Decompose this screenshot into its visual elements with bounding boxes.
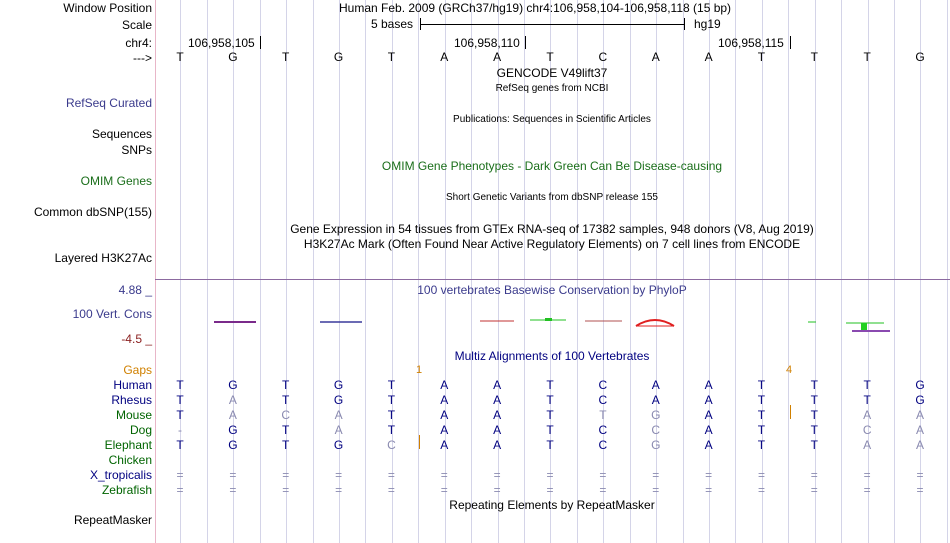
chr-tick-mark-2	[525, 36, 526, 49]
alignment-base: =	[493, 483, 501, 497]
alignment-base: A	[863, 408, 872, 422]
repeat-track-title[interactable]: Repeating Elements by RepeatMasker	[449, 498, 655, 512]
grid-line	[815, 0, 816, 543]
alignment-base: G	[333, 438, 344, 452]
alignment-base: C	[598, 393, 608, 407]
alignment-base: T	[176, 408, 184, 422]
alignment-base: T	[282, 378, 290, 392]
strand-label: --->	[133, 51, 152, 65]
alignment-base: C	[598, 438, 608, 452]
conservation-plot	[0, 310, 950, 340]
grid-line	[339, 0, 340, 543]
alignment-base: T	[282, 393, 290, 407]
alignment-base: =	[176, 468, 184, 482]
alignment-base: C	[598, 423, 608, 437]
species-label[interactable]: X_tropicalis	[89, 468, 152, 482]
alignment-base: T	[176, 393, 184, 407]
alignment-base: T	[176, 438, 184, 452]
alignment-base: T	[810, 423, 818, 437]
alignment-base: C	[651, 423, 661, 437]
multiz-track-title[interactable]: Multiz Alignments of 100 Vertebrates	[454, 349, 650, 363]
grid-line	[762, 0, 763, 543]
scale-assembly: hg19	[694, 17, 721, 31]
alignment-base: T	[757, 378, 766, 392]
alignment-base: A	[493, 378, 502, 392]
alignment-base: =	[652, 483, 660, 497]
alignment-base: -	[178, 423, 182, 437]
chr-tick-2: 106,958,110	[454, 36, 520, 50]
reference-base: T	[176, 50, 184, 64]
grid-line	[894, 0, 895, 543]
gap-mark-1: 1	[416, 364, 423, 376]
alignment-base: C	[281, 408, 291, 422]
alignment-base: G	[651, 408, 661, 422]
alignment-base: =	[493, 468, 501, 482]
species-label[interactable]: Dog	[129, 423, 152, 437]
alignment-base: T	[757, 423, 766, 437]
alignment-base: A	[651, 378, 660, 392]
alignment-base: =	[229, 483, 237, 497]
alignment-base: =	[705, 468, 713, 482]
alignment-base: =	[335, 468, 343, 482]
alignment-base: A	[228, 408, 237, 422]
alignment-base: T	[546, 378, 554, 392]
alignment-base: T	[546, 408, 554, 422]
reference-base: A	[440, 50, 449, 64]
alignment-base: T	[546, 393, 554, 407]
alignment-base: T	[863, 378, 871, 392]
alignment-base: =	[440, 468, 448, 482]
reference-base: A	[704, 50, 713, 64]
alignment-base: A	[493, 408, 502, 422]
scale-bases: 5 bases	[371, 17, 414, 31]
alignment-base: A	[916, 438, 925, 452]
cons-track-label[interactable]: 100 Vert. Cons	[72, 307, 152, 321]
gtex-track-title[interactable]: Gene Expression in 54 tissues from GTEx RNA-seq of 17382 samples, 948 donors (V8, Aug 2019)	[290, 222, 814, 236]
alignment-base: =	[757, 468, 765, 482]
grid-line	[683, 0, 684, 543]
h3k27ac-track-title[interactable]: H3K27Ac Mark (Often Found Near Active Regulatory Elements) on 7 cell lines from ENCODE	[303, 237, 801, 251]
alignment-base: T	[387, 393, 396, 407]
grid-line	[207, 0, 208, 543]
alignment-base: T	[282, 438, 290, 452]
grid-line	[709, 0, 710, 543]
gap-mark-2: 4	[786, 364, 793, 376]
alignment-base: T	[757, 408, 766, 422]
grid-line	[788, 0, 789, 543]
chr-label: chr4:	[125, 36, 152, 50]
alignment-base: T	[282, 423, 290, 437]
alignment-base: A	[916, 423, 925, 437]
publications-track-title[interactable]: Publications: Sequences in Scientific Articles	[453, 114, 651, 125]
alignment-base: =	[176, 483, 184, 497]
alignment-base: G	[228, 423, 238, 437]
alignment-base: =	[599, 483, 607, 497]
alignment-base: =	[546, 468, 554, 482]
alignment-base: A	[493, 438, 502, 452]
alignment-base: T	[387, 423, 396, 437]
alignment-base: T	[546, 438, 554, 452]
alignment-base: =	[282, 468, 290, 482]
reference-base: T	[810, 50, 818, 64]
alignment-base: =	[652, 468, 660, 482]
reference-base: G	[915, 50, 925, 64]
refseq-track-subtitle[interactable]: RefSeq genes from NCBI	[495, 83, 609, 94]
alignment-base: =	[440, 483, 448, 497]
alignment-base: G	[651, 438, 661, 452]
alignment-base: =	[810, 483, 818, 497]
alignment-base: A	[440, 393, 449, 407]
scale-label: Scale	[121, 18, 152, 32]
sequences-track-label[interactable]: Sequences	[91, 127, 152, 141]
dbsnp-track-label[interactable]: Common dbSNP(155)	[33, 205, 152, 219]
reference-base: T	[757, 50, 766, 64]
grid-line	[735, 0, 736, 543]
alignment-base: A	[228, 393, 237, 407]
alignment-base: A	[334, 423, 343, 437]
alignment-base: T	[810, 378, 818, 392]
reference-base: G	[333, 50, 344, 64]
alignment-base: G	[228, 378, 238, 392]
chr-tick-1: 106,958,105	[188, 36, 255, 50]
alignment-base: T	[599, 408, 607, 422]
grid-line	[947, 0, 948, 543]
grid-line	[260, 0, 261, 543]
reference-base: T	[282, 50, 290, 64]
alignment-base: A	[493, 423, 502, 437]
alignment-base: T	[387, 408, 396, 422]
grid-line	[656, 0, 657, 543]
alignment-base: =	[810, 468, 818, 482]
grid-line	[471, 0, 472, 543]
reference-base: A	[493, 50, 502, 64]
reference-base: T	[387, 50, 396, 64]
scale-bar-right-tick	[684, 18, 685, 30]
reference-base: G	[228, 50, 238, 64]
alignment-base: =	[335, 483, 343, 497]
species-label[interactable]: Rhesus	[111, 393, 152, 407]
reference-base: A	[651, 50, 660, 64]
label-separator	[155, 0, 156, 543]
alignment-base: A	[704, 438, 713, 452]
grid-line	[920, 0, 921, 543]
alignment-base: =	[282, 483, 290, 497]
alignment-base: T	[546, 423, 554, 437]
alignment-base: =	[705, 483, 713, 497]
reference-base: C	[598, 50, 608, 64]
alignment-base: A	[704, 423, 713, 437]
alignment-base: C	[862, 423, 872, 437]
alignment-base: A	[916, 408, 925, 422]
alignment-base: A	[704, 408, 713, 422]
alignment-base: A	[704, 393, 713, 407]
cons-bar-9	[861, 323, 867, 330]
reference-base: T	[546, 50, 554, 64]
alignment-base: T	[757, 393, 766, 407]
species-label[interactable]: Chicken	[108, 453, 152, 467]
alignment-base: G	[915, 393, 925, 407]
alignment-base: A	[651, 393, 660, 407]
omim-track-title[interactable]: OMIM Gene Phenotypes - Dark Green Can Be Disease-causing	[381, 159, 723, 173]
alignment-base: =	[916, 468, 924, 482]
dbsnp-track-title[interactable]: Short Genetic Variants from dbSNP release 155	[446, 192, 658, 203]
alignment-base: =	[546, 483, 554, 497]
alignment-base: T	[387, 378, 396, 392]
alignment-base: =	[387, 468, 395, 482]
reference-base: T	[863, 50, 871, 64]
alignment-base: A	[704, 378, 713, 392]
alignment-base: C	[598, 378, 608, 392]
alignment-base: C	[387, 438, 396, 452]
grid-line	[868, 0, 869, 543]
cons-peak	[636, 320, 674, 326]
repeat-track-label[interactable]: RepeatMasker	[73, 513, 152, 527]
alignment-base: A	[863, 438, 872, 452]
cons-min-value: -4.5 _	[121, 332, 152, 346]
track-divider	[155, 279, 950, 280]
chr-tick-mark-3	[790, 36, 791, 49]
scale-bar-left-tick	[420, 18, 421, 30]
alignment-base: T	[810, 393, 818, 407]
insertion-mark-elephant	[419, 435, 420, 449]
grid-line	[286, 0, 287, 543]
chr-tick-mark-1	[260, 36, 261, 49]
alignment-base: =	[387, 483, 395, 497]
species-label[interactable]: Elephant	[104, 438, 152, 452]
chr-tick-3: 106,958,115	[718, 36, 784, 50]
alignment-base: T	[810, 408, 818, 422]
grid-line	[392, 0, 393, 543]
alignment-base: T	[810, 438, 818, 452]
gencode-track-title[interactable]: GENCODE V49lift37	[496, 66, 608, 80]
alignment-base: G	[915, 378, 925, 392]
grid-line	[630, 0, 631, 543]
alignment-base: A	[440, 423, 449, 437]
alignment-base: T	[757, 438, 766, 452]
window-position-label: Window Position	[63, 1, 152, 15]
alignment-base: =	[757, 483, 765, 497]
snps-track-label[interactable]: SNPs	[121, 143, 152, 157]
grid-line	[418, 0, 419, 543]
insertion-mark-mouse	[790, 405, 791, 419]
grid-line	[313, 0, 314, 543]
alignment-base: G	[333, 393, 344, 407]
scale-bar	[420, 24, 685, 25]
refseq-track-label[interactable]: RefSeq Curated	[65, 96, 152, 110]
alignment-base: A	[440, 378, 449, 392]
window-position-value: Human Feb. 2009 (GRCh37/hg19) chr4:106,958,104-106,958,118 (15 bp)	[339, 1, 732, 15]
alignment-base: =	[599, 468, 607, 482]
grid-line	[365, 0, 366, 543]
species-label[interactable]: Human	[113, 378, 152, 392]
alignment-base: A	[440, 438, 449, 452]
grid-line	[841, 0, 842, 543]
alignment-base: =	[229, 468, 237, 482]
species-label[interactable]: Zebrafish	[101, 483, 152, 497]
alignment-base: A	[334, 408, 343, 422]
grid-line	[180, 0, 181, 543]
alignment-base: =	[916, 483, 924, 497]
alignment-base: G	[228, 438, 238, 452]
species-label[interactable]: Mouse	[115, 408, 152, 422]
cons-track-title[interactable]: 100 vertebrates Basewise Conservation by PhyloP	[417, 283, 687, 297]
grid-line	[445, 0, 446, 543]
alignment-base: =	[863, 483, 871, 497]
cons-max-value: 4.88 _	[118, 283, 152, 297]
h3k27ac-track-label[interactable]: Layered H3K27Ac	[54, 251, 152, 265]
gaps-label: Gaps	[123, 363, 152, 377]
alignment-base: G	[333, 378, 344, 392]
alignment-base: A	[440, 408, 449, 422]
alignment-base: T	[863, 393, 871, 407]
omim-track-label[interactable]: OMIM Genes	[80, 174, 152, 188]
alignment-base: T	[176, 378, 184, 392]
grid-line	[233, 0, 234, 543]
alignment-base: =	[863, 468, 871, 482]
alignment-base: A	[493, 393, 502, 407]
